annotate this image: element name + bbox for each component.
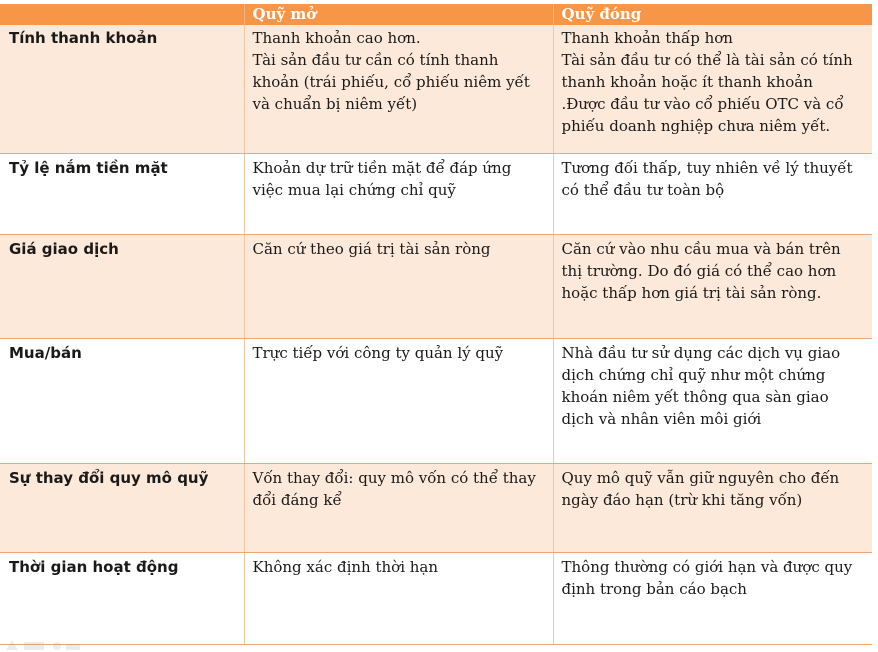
cell-line: Tương đối thấp, tuy nhiên về lý thuyết — [561, 159, 853, 177]
cell-line: việc mua lại chứng chỉ quỹ — [252, 181, 456, 199]
header-corner-cell — [0, 4, 244, 25]
cell-open-fund-size-change — [244, 464, 553, 553]
cell-line: dịch và nhân viên môi giới — [561, 410, 762, 428]
cell-closed-buy-sell — [553, 339, 872, 464]
comparison-table — [0, 4, 872, 645]
cell-line: dịch chứng chỉ quỹ như một chứng — [561, 366, 826, 384]
cell-open-trading-price — [244, 235, 553, 339]
cell-open-liquidity — [244, 25, 553, 154]
cell-line: ngày đáo hạn (trừ khi tăng vốn) — [561, 491, 803, 509]
table-row — [0, 553, 872, 645]
cell-line: .Được đầu tư vào cổ phiếu OTC và cổ — [561, 95, 844, 113]
cell-line: định trong bản cáo bạch — [561, 580, 747, 598]
cell-line: Khoản dự trữ tiền mặt để đáp ứng — [252, 159, 512, 177]
row-label-buy-sell: Mua/bán — [0, 339, 244, 464]
faint-watermark-icon — [2, 638, 82, 652]
cell-line: Vốn thay đổi: quy mô vốn có thể thay — [252, 469, 536, 487]
cell-line: có thể đầu tư toàn bộ — [561, 181, 725, 199]
cell-line: Thanh khoản thấp hơn — [561, 29, 733, 47]
cell-open-operating-period — [244, 553, 553, 645]
table-header — [0, 4, 872, 25]
cell-closed-fund-size-change — [553, 464, 872, 553]
cell-open-cash-ratio — [244, 154, 553, 235]
cell-closed-liquidity — [553, 25, 872, 154]
table-row — [0, 235, 872, 339]
row-label-liquidity: Tính thanh khoản — [0, 25, 244, 154]
cell-line: hoặc thấp hơn giá trị tài sản ròng. — [561, 284, 822, 302]
cell-line: Quy mô quỹ vẫn giữ nguyên cho đến — [561, 469, 840, 487]
header-row — [0, 4, 872, 25]
table-row — [0, 154, 872, 235]
cell-line: thanh khoản hoặc ít thanh khoản — [561, 73, 813, 91]
cell-line: và chuẩn bị niêm yết) — [252, 95, 418, 113]
cell-line: khoản (trái phiếu, cổ phiếu niêm yết — [252, 73, 530, 91]
cell-line: Trực tiếp với công ty quản lý quỹ — [252, 344, 504, 362]
table-row — [0, 464, 872, 553]
cell-line: Tài sản đầu tư cần có tính thanh — [252, 51, 499, 69]
cell-line: Thanh khoản cao hơn. — [252, 29, 421, 47]
cell-line: đổi đáng kể — [252, 491, 342, 509]
cell-line: thị trường. Do đó giá có thể cao hơn — [561, 262, 837, 280]
row-label-trading-price: Giá giao dịch — [0, 235, 244, 339]
cell-open-buy-sell — [244, 339, 553, 464]
cell-line: Không xác định thời hạn — [252, 558, 439, 576]
cell-line: Căn cứ theo giá trị tài sản ròng — [252, 240, 491, 258]
cell-line: Nhà đầu tư sử dụng các dịch vụ giao — [561, 344, 841, 362]
cell-line: khoán niêm yết thông qua sàn giao — [561, 388, 829, 406]
cell-line: Thông thường có giới hạn và được quy — [561, 558, 853, 576]
cell-line: phiếu doanh nghiệp chưa niêm yết. — [561, 117, 831, 135]
cell-line: Căn cứ vào nhu cầu mua và bán trên — [561, 240, 841, 258]
row-label-fund-size-change: Sự thay đổi quy mô quỹ — [0, 464, 244, 553]
header-closed-fund: Quỹ đóng — [553, 4, 872, 25]
table-row — [0, 25, 872, 154]
table-body — [0, 25, 872, 645]
row-label-cash-ratio: Tỷ lệ nắm tiền mặt — [0, 154, 244, 235]
cell-closed-trading-price — [553, 235, 872, 339]
cell-line: Tài sản đầu tư có thể là tài sản có tính — [561, 51, 853, 69]
row-label-operating-period: Thời gian hoạt động — [0, 553, 244, 645]
cell-closed-operating-period — [553, 553, 872, 645]
cell-closed-cash-ratio — [553, 154, 872, 235]
header-open-fund: Quỹ mở — [244, 4, 553, 25]
table-row — [0, 339, 872, 464]
